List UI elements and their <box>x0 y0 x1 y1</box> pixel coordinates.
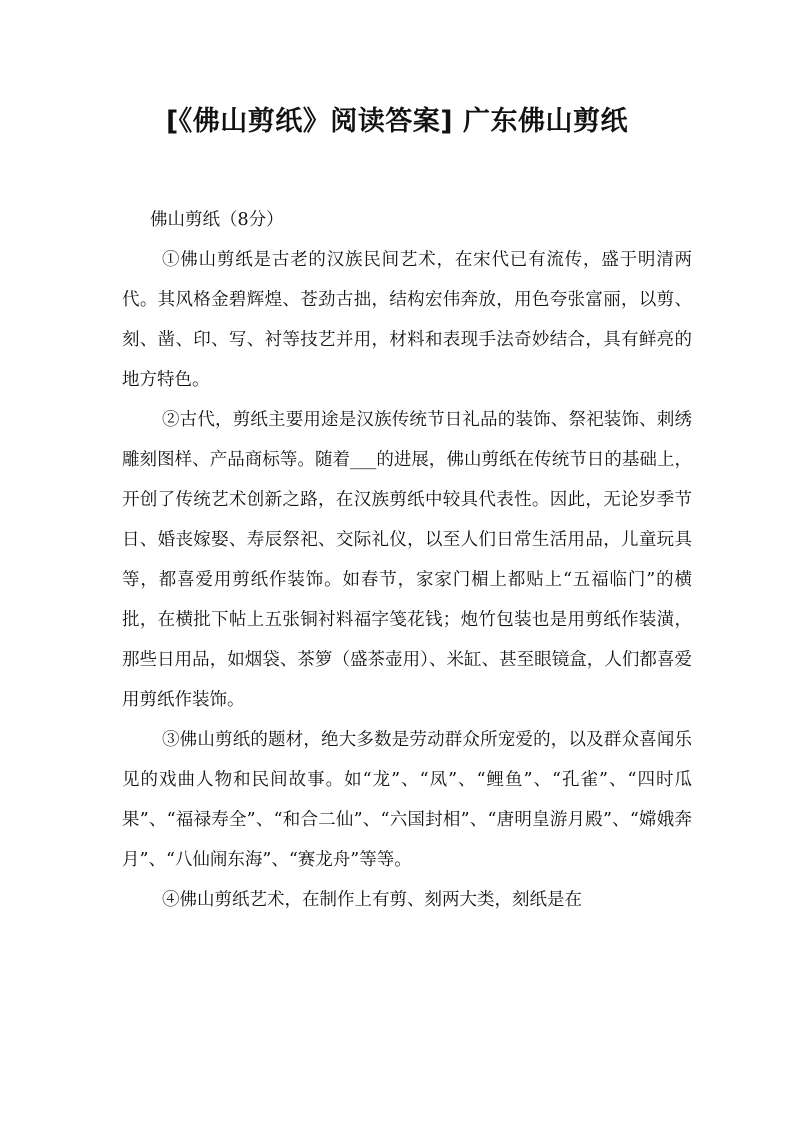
paragraph-2: ②古代，剪纸主要用途是汉族传统节日礼品的装饰、祭祀装饰、刺绣雕刻图样、产品商标等。随着___的进展，佛山剪纸在传统节日的基础上，开创了传统艺术创新之路，在汉族剪纸中较具代表性。因此，无论岁季节日、婚丧嫁娶、寿辰祭祀、交际礼仪，以至人们日常生活用品，儿童玩具等，都喜爱用剪纸作装饰。如春节，家家门楣上都贴上“五福临门”的横批，在横批下帖上五张铜衬料福字笺花钱；炮竹包装也是用剪纸作装潢，那些日用品，如烟袋、茶箩（盛茶壶用）、米缸、甚至眼镜盒，人们都喜爱用剪纸作装饰。 <box>122 410 692 710</box>
article-subtitle: 佛山剪纸（8分） <box>150 210 284 230</box>
document-title: [《佛山剪纸》阅读答案] 广东佛山剪纸 <box>165 106 629 137</box>
paragraph-4: ④佛山剪纸艺术，在制作上有剪、刻两大类，刻纸是在 <box>162 890 582 910</box>
paragraph-1: ①佛山剪纸是古老的汉族民间艺术，在宋代已有流传，盛于明清两代。其风格金碧辉煌、苍劲古拙，结构宏伟奔放，用色夸张富丽，以剪、刻、凿、印、写、衬等技艺并用，材料和表现手法奇妙结合，具有鲜亮的地方特色。 <box>122 250 692 390</box>
document-body <box>122 200 692 920</box>
paragraph-3: ③佛山剪纸的题材，绝大多数是劳动群众所宠爱的，以及群众喜闻乐见的戏曲人物和民间故事。如“龙”、“凤”、“鲤鱼”、“孔雀”、“四时瓜果”、“福禄寿全”、“和合二仙”、“六国封相”、“唐明皇游月殿”、“嫦娥奔月”、“八仙闹东海”、“赛龙舟”等等。 <box>122 730 692 870</box>
